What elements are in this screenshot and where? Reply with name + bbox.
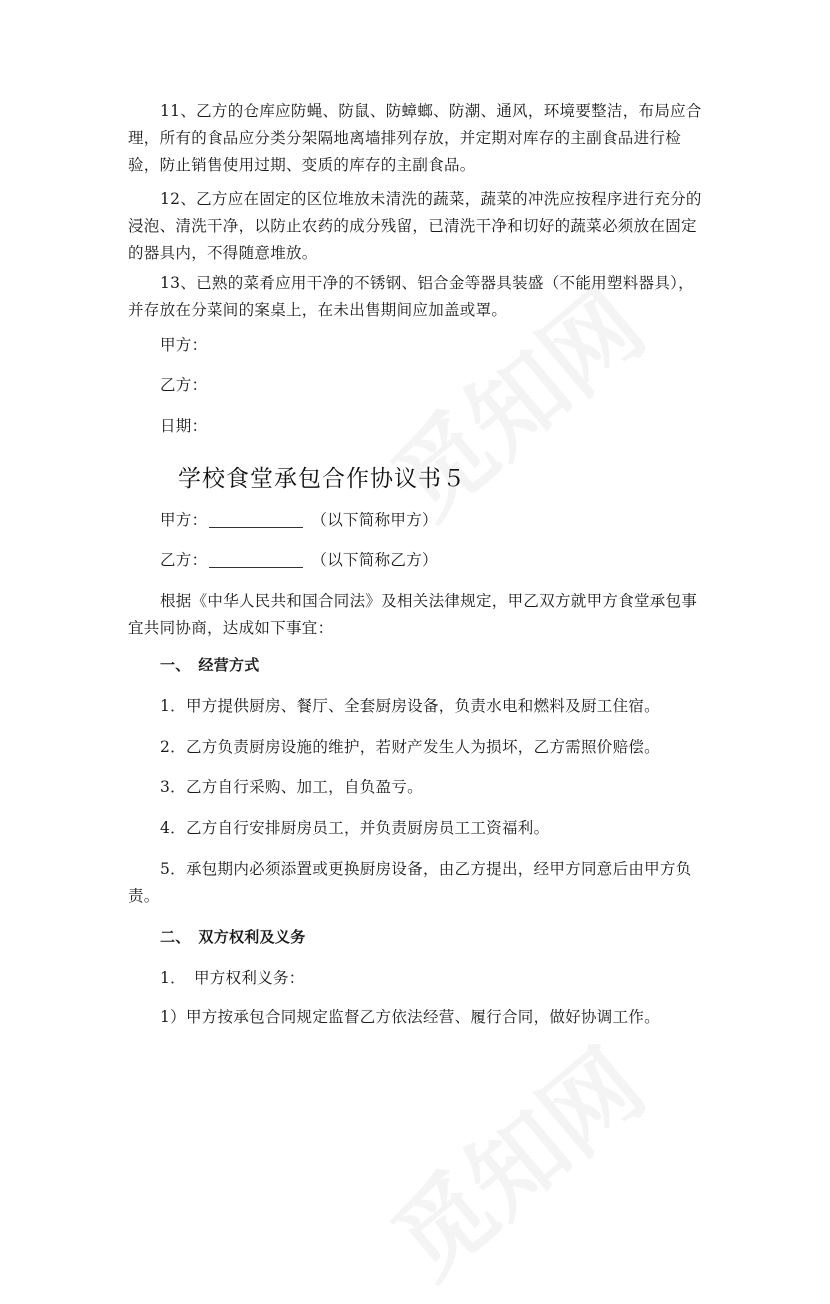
preamble: 根据《中华人民共和国合同法》及相关法律规定，甲乙双方就甲方食堂承包事宜共同协商，达成如下事宜： (128, 592, 698, 637)
party-b-blank (209, 551, 303, 568)
sign-party-a: 甲方： (160, 336, 208, 354)
section-1-item: 5．承包期内必须添置或更换厨房设备，由乙方提出，经甲方同意后由甲方负责。 (128, 860, 692, 905)
section-2-heading: 二、 双方权利及义务 (160, 928, 306, 946)
clause-12: 12、乙方应在固定的区位堆放未清洗的蔬菜，蔬菜的冲洗应按程序进行充分的浸泡、清洗干净，以防止农药的成分残留，已清洗干净和切好的蔬菜必须放在固定的器具内，不得随意堆放。 (128, 190, 702, 262)
party-a-label: 甲方： (160, 511, 208, 529)
section-1-item: 1．甲方提供厨房、餐厅、全套厨房设备，负责水电和燃料及厨工住宿。 (160, 697, 660, 715)
party-a-blank (209, 511, 303, 528)
watermark (360, 1013, 669, 1303)
party-a-note: （以下简称甲方） (311, 511, 438, 529)
party-a-line (128, 507, 708, 534)
party-b-line (128, 547, 708, 574)
clause-13: 13、已熟的菜肴应用干净的不锈钢、铝合金等器具装盛（不能用塑料器具），并存放在分菜间的案桌上，在未出售期间应加盖或罩。 (128, 274, 694, 319)
party-b-label: 乙方： (160, 551, 208, 569)
section-1-item: 4．乙方自行安排厨房员工，并负责厨房员工工资福利。 (160, 819, 550, 837)
document-title: 学校食堂承包合作协议书５ (178, 466, 466, 492)
section-2-sub: 1． 甲方权利义务： (160, 969, 305, 987)
section-1-item: 3．乙方自行采购、加工，自负盈亏。 (160, 778, 423, 796)
section-1-item: 2．乙方负责厨房设施的维护，若财产发生人为损坏，乙方需照价赔偿。 (160, 738, 660, 756)
sign-party-b: 乙方： (160, 376, 208, 394)
party-b-note: （以下简称乙方） (311, 551, 438, 569)
clause-11: 11、乙方的仓库应防蝇、防鼠、防蟑螂、防潮、通风，环境要整洁，布局应合理，所有的食品应分类分架隔地离墙排列存放，并定期对库存的主副食品进行检验，防止销售使用过期、变质的库存的主副食品。 (128, 102, 702, 174)
section-2-item: 1）甲方按承包合同规定监督乙方依法经营、履行合同，做好协调工作。 (160, 1008, 660, 1026)
section-1-heading: 一、 经营方式 (160, 656, 260, 674)
sign-date: 日期： (160, 417, 208, 435)
